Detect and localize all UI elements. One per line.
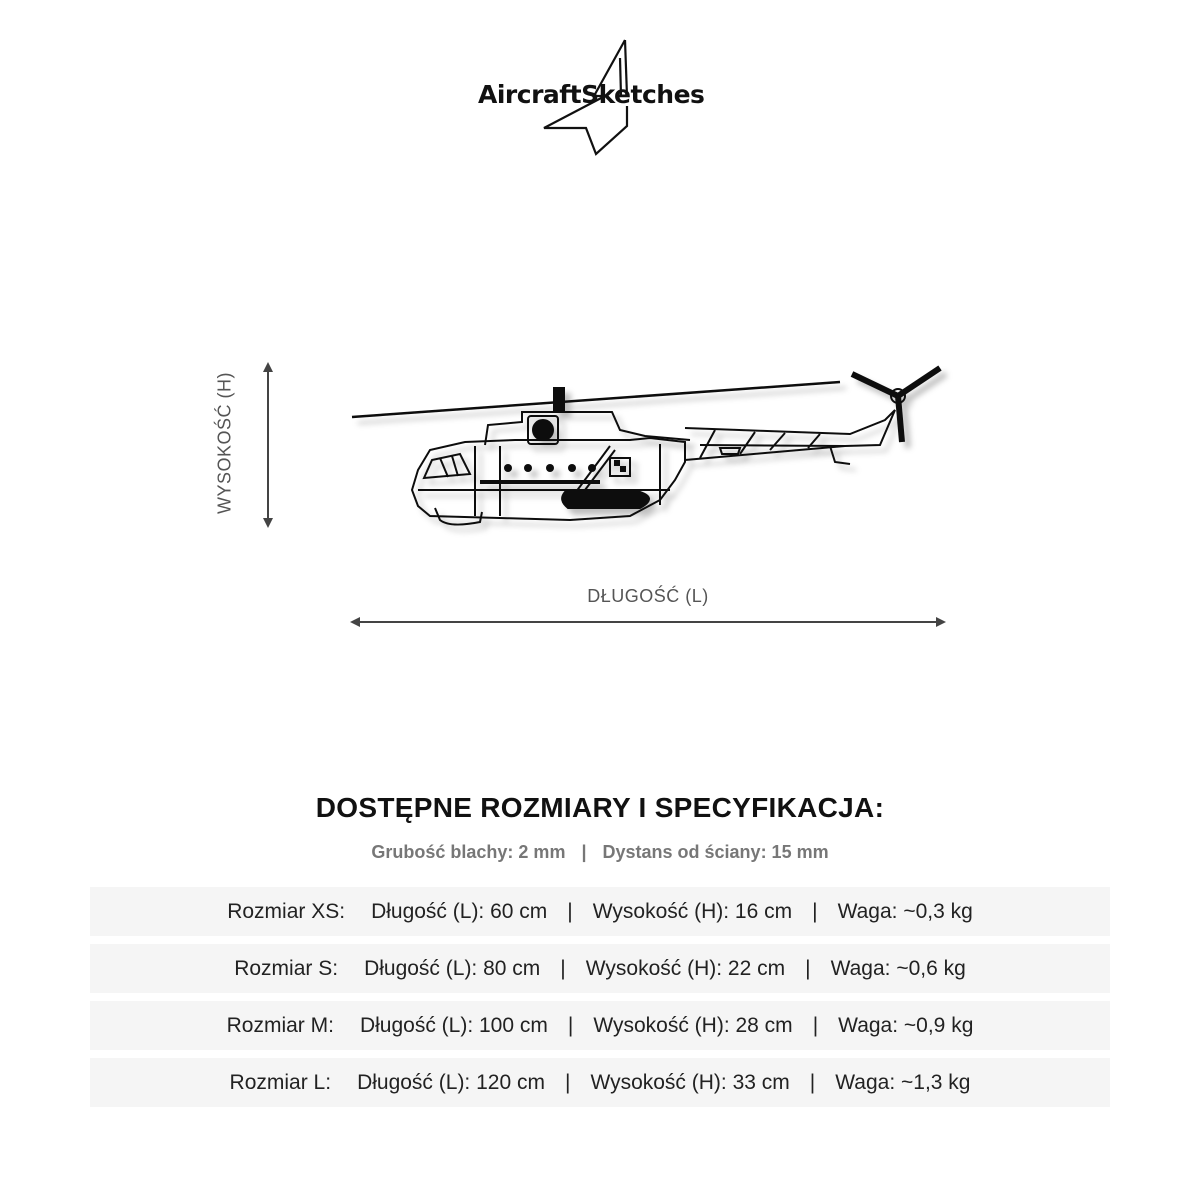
size-row-xs [90, 887, 1110, 936]
size-name: Rozmiar M: [226, 1013, 334, 1037]
brand-logo [470, 36, 730, 160]
brand-name: AircraftSketches [478, 80, 705, 109]
size-name: Rozmiar S: [234, 956, 339, 980]
size-length: Długość (L): 80 cm [364, 956, 541, 980]
size-length: Długość (L): 60 cm [371, 899, 548, 923]
size-height: Wysokość (H): 22 cm [585, 956, 786, 980]
size-name: Rozmiar XS: [227, 899, 346, 923]
helicopter-silhouette-icon [340, 350, 960, 550]
separator: | [805, 956, 811, 980]
separator: | [581, 842, 587, 862]
size-length: Długość (L): 100 cm [359, 1013, 548, 1037]
separator: | [560, 956, 566, 980]
size-row-m [90, 1001, 1110, 1050]
size-row-l [90, 1058, 1110, 1107]
size-height: Wysokość (H): 33 cm [590, 1070, 790, 1094]
size-height: Wysokość (H): 16 cm [592, 899, 793, 923]
helicopter-drawing [340, 350, 960, 550]
size-height: Wysokość (H): 28 cm [593, 1013, 793, 1037]
size-weight: Waga: ~0,9 kg [838, 1013, 974, 1037]
wall-distance: Dystans od ściany: 15 mm [602, 842, 829, 862]
size-weight: Waga: ~1,3 kg [835, 1070, 971, 1094]
separator: | [809, 1070, 816, 1094]
length-label: DŁUGOŚĆ (L) [587, 586, 709, 606]
specs-subtitle [0, 842, 1200, 863]
separator: | [812, 1013, 819, 1037]
sheet-thickness: Grubość blachy: 2 mm [371, 842, 566, 862]
separator: | [564, 1070, 571, 1094]
separator: | [567, 1013, 574, 1037]
height-arrow [258, 360, 278, 530]
height-label: WYSOKOŚĆ (H) [214, 371, 235, 515]
sizes-table [90, 887, 1110, 1115]
specs-title: DOSTĘPNE ROZMIARY I SPECYFIKACJA: [315, 792, 885, 823]
size-name: Rozmiar L: [229, 1070, 332, 1094]
size-row-s [90, 944, 1110, 993]
size-weight: Waga: ~0,6 kg [830, 956, 966, 980]
size-length: Długość (L): 120 cm [357, 1070, 545, 1094]
size-weight: Waga: ~0,3 kg [837, 899, 973, 923]
length-arrow [348, 612, 948, 632]
separator: | [812, 899, 818, 923]
separator: | [567, 899, 573, 923]
